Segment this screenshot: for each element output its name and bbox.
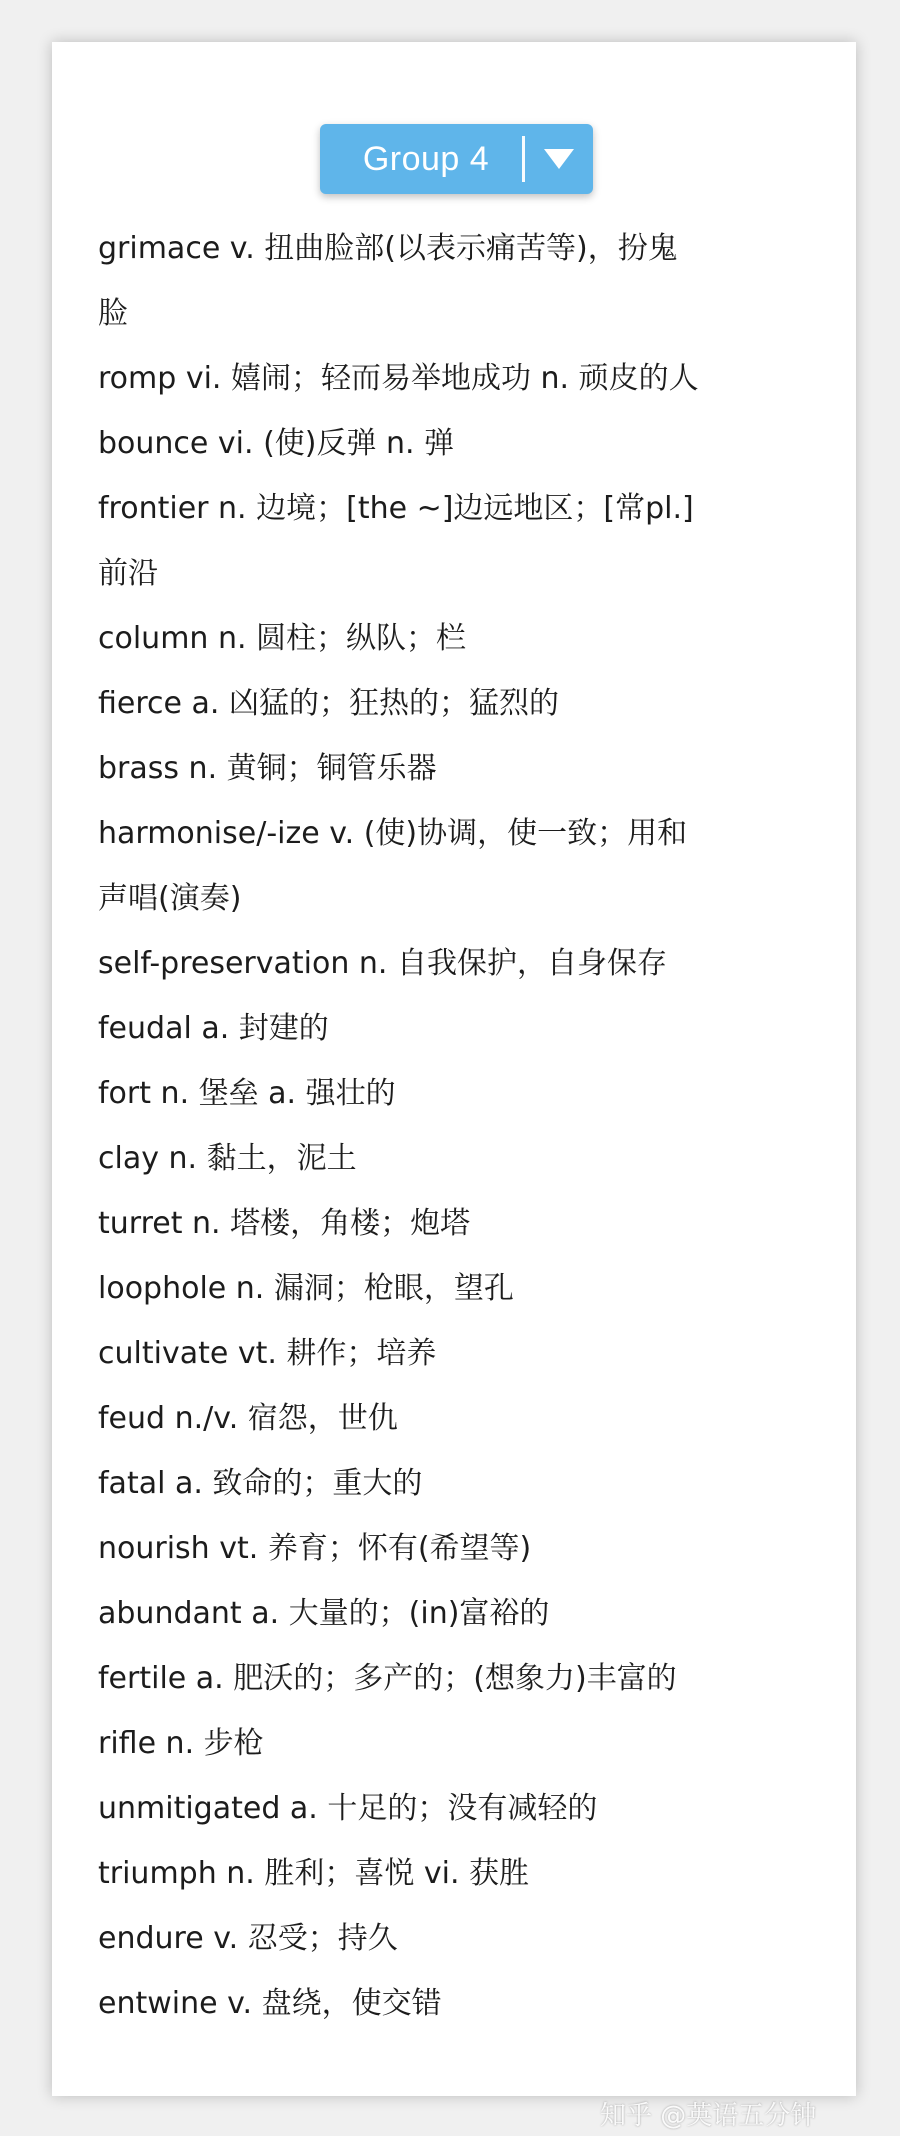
vocab-line: feud n./v. 宿怨，世仇	[98, 1401, 398, 1436]
vocabulary-card	[52, 42, 856, 2096]
vocab-line: self-preservation n. 自我保护，自身保存	[98, 946, 667, 981]
vocab-line: fierce a. 凶猛的；狂热的；猛烈的	[98, 686, 559, 721]
vocab-line: fertile a. 肥沃的；多产的；(想象力)丰富的	[98, 1661, 677, 1696]
vocab-line: harmonise/-ize v. (使)协调，使一致；用和	[98, 816, 688, 851]
vocab-line: endure v. 忍受；持久	[98, 1921, 398, 1956]
watermark: 知乎 @英语五分钟	[600, 2101, 817, 2131]
group-title: Group 4	[362, 139, 490, 178]
vocab-line: triumph n. 胜利；喜悦 vi. 获胜	[98, 1856, 530, 1891]
vocab-line: feudal a. 封建的	[98, 1011, 329, 1046]
vocabulary-list	[98, 216, 818, 2036]
triangle-down-icon	[544, 149, 574, 169]
vocab-line: column n. 圆柱；纵队；栏	[98, 621, 467, 656]
vocab-line: romp vi. 嬉闹；轻而易举地成功 n. 顽皮的人	[98, 361, 699, 396]
vocab-line: grimace v. 扭曲脸部(以表示痛苦等)，扮鬼	[98, 231, 678, 266]
dropdown-toggle[interactable]	[525, 124, 593, 194]
vocab-line: 前沿	[98, 556, 158, 591]
vocab-line: fatal a. 致命的；重大的	[98, 1466, 423, 1501]
vocab-line: cultivate vt. 耕作；培养	[98, 1336, 437, 1371]
vocab-line: frontier n. 边境；[the ~]边远地区；[常pl.]	[98, 491, 694, 526]
vocab-line: turret n. 塔楼，角楼；炮塔	[98, 1206, 471, 1241]
vocab-line: unmitigated a. 十足的；没有减轻的	[98, 1791, 598, 1826]
vocab-line: rifle n. 步枪	[98, 1726, 264, 1761]
vocab-line: fort n. 堡垒 a. 强壮的	[98, 1076, 396, 1111]
vocab-line: loophole n. 漏洞；枪眼，望孔	[98, 1271, 514, 1306]
vocab-line: abundant a. 大量的；(in)富裕的	[98, 1596, 550, 1631]
vocab-line: brass n. 黄铜；铜管乐器	[98, 751, 437, 786]
vocab-line: clay n. 黏土，泥土	[98, 1141, 357, 1176]
vocab-line: entwine v. 盘绕，使交错	[98, 1986, 442, 2021]
vocab-line: 声唱(演奏)	[98, 881, 242, 916]
vocab-line: bounce vi. (使)反弹 n. 弹	[98, 426, 455, 461]
vocab-line: nourish vt. 养育；怀有(希望等)	[98, 1531, 532, 1566]
vocab-line: 脸	[98, 296, 128, 331]
group-selector[interactable]	[320, 124, 593, 194]
